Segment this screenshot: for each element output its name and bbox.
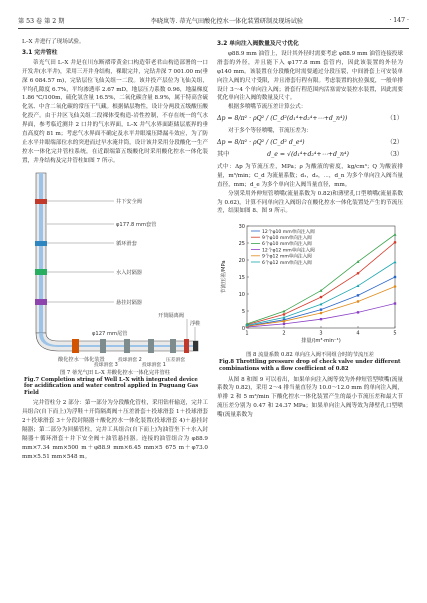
fig7-label: 水入封隔器 — [116, 269, 142, 276]
header-volume: 第 53 卷 第 2 期 — [18, 17, 65, 25]
legend-entry: 9个φ12 mm单向注入阀 — [262, 254, 312, 260]
fig7-bottom-label: 投球滑套 1 — [142, 362, 166, 367]
paragraph-string-composition: 完井管柱分 2 部分：第一部分为分段酸化管柱，采用钻杆输送，完井工具组合(自下而上)为浮鞋＋开筒隔离阀＋压差滑套＋投球滑套 1＋投球滑套 2＋投球滑套 3＋分段封隔器＋酸化控水一体化装置(投球滑套 4)＋悬挂封隔器；第二部分为回插管柱，完井工具组合(自下而上)为油管坐下＋水入封隔器＋循环滑套＋井下安全阀＋油管悬挂器。连接的油管组合为 φ88.9 mm×7.34 mm×500 m＋φ88.9 mm×6.45 mm×5 675 m＋φ73.0 mm×5.51 mm×548 m。 — [22, 400, 208, 460]
data-point — [283, 323, 285, 325]
safety-valve-shape — [35, 199, 47, 204]
data-point — [320, 318, 322, 320]
data-point — [320, 296, 323, 299]
data-point — [357, 272, 360, 275]
data-point — [357, 311, 359, 313]
y-axis-label: 节流压差/MPa — [221, 260, 227, 294]
paragraph-valve-design: φ88.9 mm 油管上，设计其外径时需要考虑 φ88.9 mm 油管连接投球滑套的外径，并且能下入 φ177.8 mm 套管内，因此该装置的外径为 φ140 mm。该装置在分段酸化时需要通过分段压裂，中间滑套上可安装单向注入阀的尺寸受限，并且滑套行程有限。考虑装置的抗拉强度，一般单排设计 3～4 个单向注入阀；滑套行程范围内活塞需安装控水装置，因此需要优化单向注入阀的数量及尺寸。 — [217, 50, 403, 102]
fig7-label: 循环滑套 — [116, 240, 137, 247]
equation-1-number: （1） — [386, 115, 403, 123]
data-point — [394, 233, 397, 236]
running-header — [18, 14, 409, 29]
isolation-valve-shape — [184, 339, 189, 353]
fig7-bottom-label: 压差滑套 — [166, 357, 186, 363]
legend-entry: 6个φ12 mm单向注入阀 — [262, 261, 312, 267]
figure-8-caption-en: Fig.8 Throttling pressure drop of check valve under different combinations with a flow coefficient of 0.82 — [219, 359, 401, 372]
right-column — [217, 38, 403, 420]
y-tick-label: 5 — [241, 309, 245, 316]
paragraph-results-discussion: 从图 8 和图 9 可以看出，如果单向注入阀等效为外伸短管型喷嘴(流量系数为 0.82)，采用 2～4 排当量直径为 10.0～12.0 mm 的单向注入阀，单排 2 和 5 m³/min 下酸化控水一体化装置产生的最小节流压差和最大节流压差分别为 0.47 和 24.37 MPa；如果单向注入阀等效为薄壁孔口型喷嘴(流量系数为 — [217, 376, 403, 419]
ball-sleeve-2-shape — [124, 339, 130, 353]
equation-3-body: d_e = √(d₁⁴+d₂⁴+⋯+d_n⁴) — [267, 150, 349, 158]
data-point — [394, 303, 396, 305]
data-point — [320, 309, 322, 311]
y-tick-label: 25 — [238, 241, 245, 248]
y-tick-label: 30 — [238, 224, 245, 231]
x-tick-label: 4 — [356, 330, 360, 337]
equation-2 — [217, 139, 403, 148]
legend-entry: 12个φ12 mm单向注入阀 — [262, 248, 315, 254]
fig7-diameter-label: φ127 mm尾管 — [92, 330, 128, 337]
x-tick-label: 5 — [393, 330, 397, 337]
legend-entry: 6个φ10 mm单向注入阀 — [262, 242, 312, 248]
section-3-1-heading: 3.1 完井管柱 — [22, 49, 58, 56]
hanger-packer-shape — [35, 299, 47, 305]
data-point — [283, 320, 286, 323]
legend-entry: 12个φ10 mm单向注入阀 — [262, 230, 315, 236]
equation-3 — [217, 151, 403, 160]
y-tick-label: 10 — [238, 292, 245, 299]
paragraph-calculation-method: 分别采用外伸短管喷嘴(流量系数为 0.82)和薄壁孔口型喷嘴(流量系数为 0.62)，计算不同单向注入阀组合在酸化控水一体化装置处产生的节流压差，结果如图 8、图 9 所示。 — [217, 190, 403, 215]
equation-1-body: Δp = 8/π² · ρQ² / (C_d²(d₁⁴+d₂⁴+⋯+d_n⁴)) — [217, 115, 348, 123]
paragraph-well-description: 蒂光气田 L–X 井是在川东断褶带黄金口构造带老君山构造部署的一口开发井(水平井)，采用三开井身结构，裸眼完井，完钻井深 7 001.00 m(垂深 6 084.57 m)，完钻层位飞仙关组一二段。该井投产层位为飞仙关组，平均孔隙度 6.7%，平均渗透率 2.67 mD，地层压力系数 0.96，地温梯度 1.86 ℃/100m，硫化氢含量 16.5%，二氧化碳含量 8.9%，属于特高含硫化氢、中含二氧化碳的常压干气藏。根据储层物性，设计分两段五级酸压酸化投产。由于井区飞仙关组二段裸体受构造-岩性控制，不存在统一的气水界面，参考临近测井 2 口井的气水界面，L–X 井气水界面距储层底界的垂直高度约 81 m；考虑气水界面不确定及水平井眼端压降漏斗效应，为了防止水平井眼端部位水的突进而过早水淹井筒，设计该井采用分段酸化一生产控水一体化完井管柱系统，在近跟端第五级酸化时采用酸化控水一体化装置，井身结构及完井管柱如图 7 所示。 — [22, 59, 208, 164]
fig7-bottom-label: 投球滑套 3 — [94, 362, 118, 367]
data-point — [357, 294, 359, 296]
completion-string-diagram — [22, 169, 208, 367]
left-column — [22, 38, 208, 462]
throttling-pressure-chart — [217, 218, 403, 350]
fig7-label: 井下安全阀 — [116, 198, 142, 205]
data-point — [394, 276, 396, 278]
x-tick-label: 2 — [282, 330, 286, 337]
paragraph-formula-intro: 根据多喷嘴节流压差计算公式： — [228, 104, 307, 111]
equation-3-number: （3） — [386, 150, 403, 158]
y-tick-label: 15 — [238, 275, 245, 282]
y-tick-label: 20 — [238, 258, 245, 265]
x-tick-label: 3 — [319, 330, 323, 337]
equation-1 — [217, 115, 403, 124]
data-point — [320, 312, 323, 315]
x-tick-label: 1 — [245, 330, 249, 337]
intro-text: L–X 井进行了现场试验。 — [22, 39, 85, 45]
fig7-label: 开筒隔离阀 — [158, 312, 184, 319]
ball-sleeve-1-shape — [148, 339, 154, 353]
figure-7-caption-cn: 图 7 蒂光气田 L–X 井酸化控水一体化完井管柱 — [59, 369, 171, 376]
header-title: 李晓岚等. 蒂光气田酸化控水一体化装置研制及现场试验 — [150, 17, 304, 25]
fig7-label: φ177.8 mm套管 — [116, 221, 157, 228]
y-tick-label: 0 — [241, 326, 245, 333]
series-line — [247, 262, 395, 325]
legend-entry: 9个φ10 mm单向注入阀 — [262, 236, 312, 242]
equation-2-body: Δp = 8/π² · ρQ² / (C_d² d_e⁴) — [217, 139, 305, 147]
section-3-2-heading: 3.2 单向注入阀数量及尺寸优化 — [217, 41, 299, 47]
data-point — [394, 261, 397, 264]
fig7-bottom-label: 酸化控水一体化装置 — [58, 356, 105, 363]
integrated-device-shape — [72, 339, 79, 353]
equation-3-prefix: 其中 — [217, 150, 230, 158]
fig7-bottom-label: 投球滑套 2 — [118, 357, 142, 363]
ball-sleeve-3-shape — [100, 339, 106, 353]
data-point — [283, 313, 286, 316]
figure-7-caption-en: Fig.7 Completion string of Well L–X with integrated device for acidification and water control applied in Puguang Gas Field — [24, 376, 199, 396]
header-page-number: · 147 · — [389, 16, 409, 24]
figure-8 — [217, 218, 403, 350]
equation-2-number: （2） — [386, 139, 403, 147]
water-packer-shape — [35, 269, 47, 275]
circulation-sleeve-shape — [35, 241, 47, 246]
paragraph-equal-nozzles: 对于多个等径喷嘴，节流压差为： — [228, 128, 312, 135]
data-point — [394, 286, 397, 289]
pressure-sleeve-shape — [170, 339, 176, 353]
paragraph-symbol-definitions: 式中：Δp 为节流压差，MPa；ρ 为酸液的密度，kg/cm³；Q 为酸液排量，m³/min；C_d 为流量系数；d₁，d₂，⋯，d_n 为多个单向注入阀当量直径，mm；d_e 为多个单向注入阀当量直径，mm。 — [217, 163, 403, 188]
fig7-label: 悬挂封隔器 — [116, 299, 142, 306]
fig7-label: 浮鞋 — [190, 320, 201, 327]
float-shoe-shape — [193, 341, 198, 351]
figure-7 — [22, 169, 208, 367]
data-point — [394, 241, 397, 244]
figure-8-caption-cn: 图 8 流量系数 0.82 单向注入阀不同组合时的节流压差 — [246, 352, 374, 359]
x-axis-label: 排量/(m³·min⁻¹) — [301, 338, 341, 345]
tubing-shape — [39, 173, 43, 333]
data-point — [357, 300, 360, 303]
